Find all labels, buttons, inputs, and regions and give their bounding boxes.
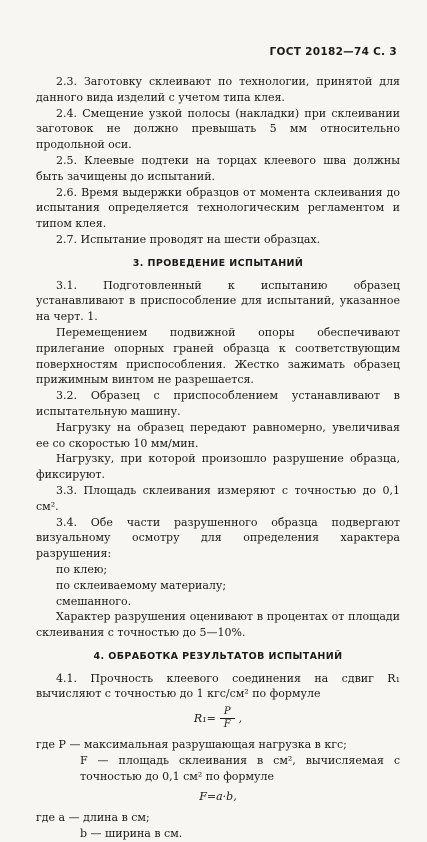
paragraph-3-2-b: Нагрузку на образец передают равномерно, увеличивая ее со скоростью 10 мм/мин. [36, 420, 400, 450]
paragraph-3-1-b: Перемещением подвижной опоры обеспечивают прилегание опорных граней образца к соответствующим поверхностям приспособления. Жестко зажимать образец прижимным винтом не разрешается. [36, 325, 400, 387]
formula-denominator: F [223, 719, 231, 731]
where-line-3: где a — длина в см; [36, 811, 150, 825]
list-item: по клею; [56, 562, 108, 576]
section-4-title: 4. ОБРАБОТКА РЕЗУЛЬТАТОВ ИСПЫТАНИЙ [93, 650, 343, 662]
paragraph-2-5: 2.5. Клеевые подтеки на торцах клеевого шва должны быть зачищены до испытаний. [36, 153, 400, 183]
paragraph-3-4: 3.4. Обе части разрушенного образца подвергают визуальному осмотру для определения характера разрушения: [36, 515, 400, 561]
where-line-4: b — ширина в см. [80, 827, 183, 841]
list-item: смешанного. [56, 594, 132, 608]
formula-area: F=a·b, [199, 789, 237, 803]
paragraph-3-closing: Характер разрушения оценивают в процентах от площади склеивания с точностью до 5—10%. [36, 610, 400, 640]
paragraph-3-2: 3.2. Образец с приспособлением устанавливают в испытательную машину. [36, 389, 400, 418]
formula-numerator: P [220, 706, 235, 719]
section-3-title: 3. ПРОВЕДЕНИЕ ИСПЫТАНИЙ [132, 257, 304, 269]
paragraph-3-3: 3.3. Площадь склеивания измеряют с точностью до 0,1 см². [36, 483, 400, 513]
list-item: по склеиваемому материалу; [56, 578, 227, 592]
paragraph-2-6: 2.6. Время выдержки образцов от момента склеивания до испытания определяется технологическим регламентом и типом клея. [36, 185, 400, 231]
formula-lhs: R₁= [193, 711, 216, 725]
where-line-1: где P — максимальная разрушающая нагрузка в кгс; [36, 738, 347, 752]
page-header: ГОСТ 20182—74 С. 3 [269, 46, 397, 58]
paragraph-2-4: 2.4. Смещение узкой полосы (накладки) при склеивании заготовок не должно превышать 5 мм относительно продольной оси. [36, 106, 400, 152]
paragraph-3-1: 3.1. Подготовленный к испытанию образец устанавливают в приспособление для испытаний, указанное на черт. 1. [36, 278, 400, 324]
document-body [36, 74, 400, 842]
formula-strength [36, 706, 400, 731]
formula-fraction [220, 706, 235, 731]
paragraph-2-7: 2.7. Испытание проводят на шести образцах. [56, 232, 321, 246]
paragraph-2-3: 2.3. Заготовку склеивают по технологии, принятой для данного вида изделий с учетом типа клея. [36, 75, 400, 104]
formula-tail: , [238, 711, 243, 725]
paragraph-4-1: 4.1. Прочность клеевого соединения на сдвиг R₁ вычисляют с точностью до 1 кгс/см² по формуле [36, 671, 400, 701]
where-line-2: F — площадь склеивания в см², вычисляемая с точностью до 0,1 см² по формуле [80, 754, 400, 783]
paragraph-3-2-c: Нагрузку, при которой произошло разрушение образца, фиксируют. [36, 452, 400, 482]
